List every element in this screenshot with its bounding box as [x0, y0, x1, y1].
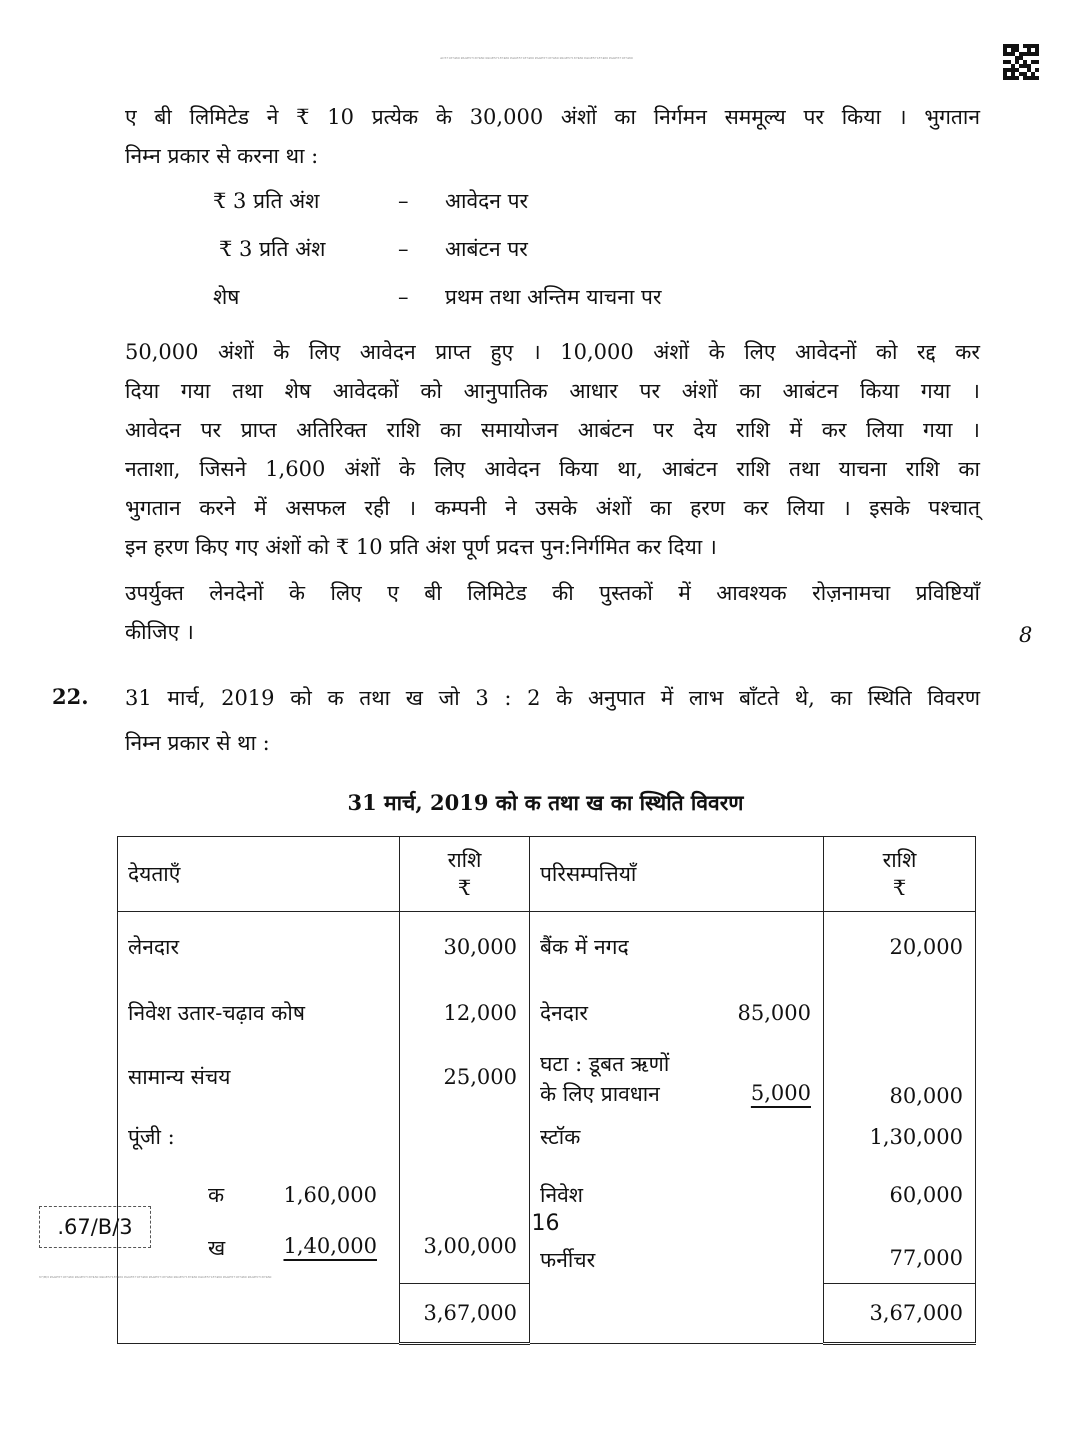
provision-cell: [530, 1044, 824, 1110]
amount-label: राशि: [447, 848, 482, 872]
header-amount: [400, 837, 530, 912]
schedule-amount: शेष: [213, 285, 240, 309]
capital-k-amount: 1,60,000: [283, 1182, 377, 1207]
empty-cell: [530, 1284, 824, 1344]
q21-body-line: नताशा, जिसने 1,600 अंशों के लिए आवेदन किया था, आबंटन राशि तथा याचना राशि का: [125, 457, 980, 481]
provision-label: घटा : डूबत ऋणों: [540, 1051, 670, 1076]
q21-instruction: [125, 574, 980, 652]
debtors-label: देनदार: [540, 1000, 588, 1025]
capital-kh-label: ख: [208, 1235, 226, 1260]
debtors-amount: 85,000: [737, 1000, 811, 1025]
empty-cell: [824, 982, 976, 1044]
table-row: [118, 912, 976, 982]
header-amount: [824, 837, 976, 912]
empty-cell: [118, 1284, 400, 1344]
provision-label: के लिए प्रावधान: [540, 1081, 660, 1106]
schedule-amount: ₹ 3 प्रति अंश: [219, 237, 326, 261]
empty-cell: [400, 1110, 530, 1164]
net-debtors-amount: 80,000: [824, 1044, 976, 1110]
investments-amount: 60,000: [824, 1164, 976, 1226]
ifr-amount: 12,000: [400, 982, 530, 1044]
q21-intro: [125, 98, 980, 176]
q22-text-line: निम्न प्रकार से था :: [125, 731, 270, 755]
capital-label: पूंजी :: [118, 1110, 400, 1164]
q21-instruction-line: उपर्युक्त लेनदेनों के लिए ए बी लिमिटेड की पुस्तकों में आवश्यक रोज़नामचा प्रविष्टियाँ: [125, 581, 980, 605]
creditors-amount: 30,000: [400, 912, 530, 982]
furniture-amount: 77,000: [824, 1226, 976, 1284]
schedule-stage: आवेदन पर: [445, 189, 529, 213]
q22-text: [125, 676, 980, 766]
table-row: [118, 982, 976, 1044]
q21-body-line: 50,000 अंशों के लिए आवेदन प्राप्त हुए । 10,000 अंशों के लिए आवेदनों को रद्द कर: [125, 340, 980, 364]
ifr-label: निवेश उतार-चढ़ाव कोष: [118, 982, 400, 1044]
q21-instruction-line: कीजिए ।: [125, 620, 194, 644]
table-row: [118, 1044, 976, 1110]
amount-label: राशि: [882, 848, 917, 872]
q21-intro-line: ए बी लिमिटेड ने ₹ 10 प्रत्येक के 30,000 अंशों का निर्गमन सममूल्य पर किया । भुगतान: [125, 105, 980, 129]
schedule-stage: प्रथम तथा अन्तिम याचना पर: [445, 285, 662, 309]
table-row: [118, 1110, 976, 1164]
qr-module: [1035, 76, 1039, 80]
header-liabilities: देयताएँ: [118, 837, 400, 912]
footer-microtext: 67/B/3 PAGE57187460 PAGE57187460 PAGE57187460 PAGE57187460 PAGE57187460 PAGE57187460 PAGE57187460 PAGE57187460 PAGE57187460: [39, 1275, 272, 1279]
q21-body-line: भुगतान करने में असफल रही । कम्पनी ने उसके अंशों का हरण कर लिया । इसके पश्चात्: [125, 496, 980, 520]
paper-code: .67/B/3: [39, 1206, 151, 1248]
capital-k-label: क: [208, 1182, 225, 1207]
header-microtext: AC57187460 PAGE57187460 PAGE57187460 PAGE57187460 PAGE57187460 PAGE57187460 PAGE57187460 PAGE57187460: [440, 56, 633, 60]
stock-amount: 1,30,000: [824, 1110, 976, 1164]
capital-kh-amount: 1,40,000: [283, 1233, 377, 1258]
schedule-dash: –: [398, 189, 409, 213]
q21-intro-line: निम्न प्रकार से करना था :: [125, 144, 319, 168]
schedule-dash: –: [398, 237, 409, 261]
debtors-cell: [530, 982, 824, 1044]
schedule-amount: ₹ 3 प्रति अंश: [213, 189, 320, 213]
provision-amount: 5,000: [750, 1080, 811, 1105]
capital-total-amount: 3,00,000: [400, 1226, 530, 1284]
qr-code-icon: [1003, 44, 1039, 80]
q21-body: [125, 333, 980, 567]
furniture-label: फर्नीचर: [530, 1226, 824, 1284]
rupee-symbol: ₹: [892, 876, 907, 900]
balance-sheet-table: [117, 836, 976, 1345]
totals-row: [118, 1284, 976, 1344]
table-title: 31 मार्च, 2019 को क तथा ख का स्थिति विवरण: [347, 790, 744, 815]
creditors-label: लेनदार: [118, 912, 400, 982]
q21-body-line: आवेदन पर प्राप्त अतिरिक्त राशि का समायोजन आबंटन पर देय राशि में कर लिया गया ।: [125, 418, 980, 442]
assets-total: 3,67,000: [824, 1284, 976, 1344]
cash-amount: 20,000: [824, 912, 976, 982]
cash-label: बैंक में नगद: [530, 912, 824, 982]
q21-body-line: दिया गया तथा शेष आवेदकों को आनुपातिक आधार पर अंशों का आबंटन किया गया ।: [125, 379, 980, 403]
investments-label: निवेश: [530, 1164, 824, 1226]
table-header-row: [118, 837, 976, 912]
schedule-dash: –: [398, 285, 409, 309]
general-reserve-label: सामान्य संचय: [118, 1044, 400, 1110]
schedule-stage: आबंटन पर: [445, 237, 528, 261]
rupee-symbol: ₹: [457, 876, 472, 900]
liabilities-total: 3,67,000: [400, 1284, 530, 1344]
marks-label: 8: [1019, 623, 1033, 647]
general-reserve-amount: 25,000: [400, 1044, 530, 1110]
page-number: 16: [531, 1211, 560, 1236]
question-number: 22.: [52, 684, 89, 709]
stock-label: स्टॉक: [530, 1110, 824, 1164]
q21-body-line: इन हरण किए गए अंशों को ₹ 10 प्रति अंश पूर्ण प्रदत्त पुन:निर्गमित कर दिया ।: [125, 535, 717, 559]
q22-text-line: 31 मार्च, 2019 को क तथा ख जो 3 : 2 के अनुपात में लाभ बाँटते थे, का स्थिति विवरण: [125, 686, 981, 710]
header-assets: परिसम्पत्तियाँ: [530, 837, 824, 912]
